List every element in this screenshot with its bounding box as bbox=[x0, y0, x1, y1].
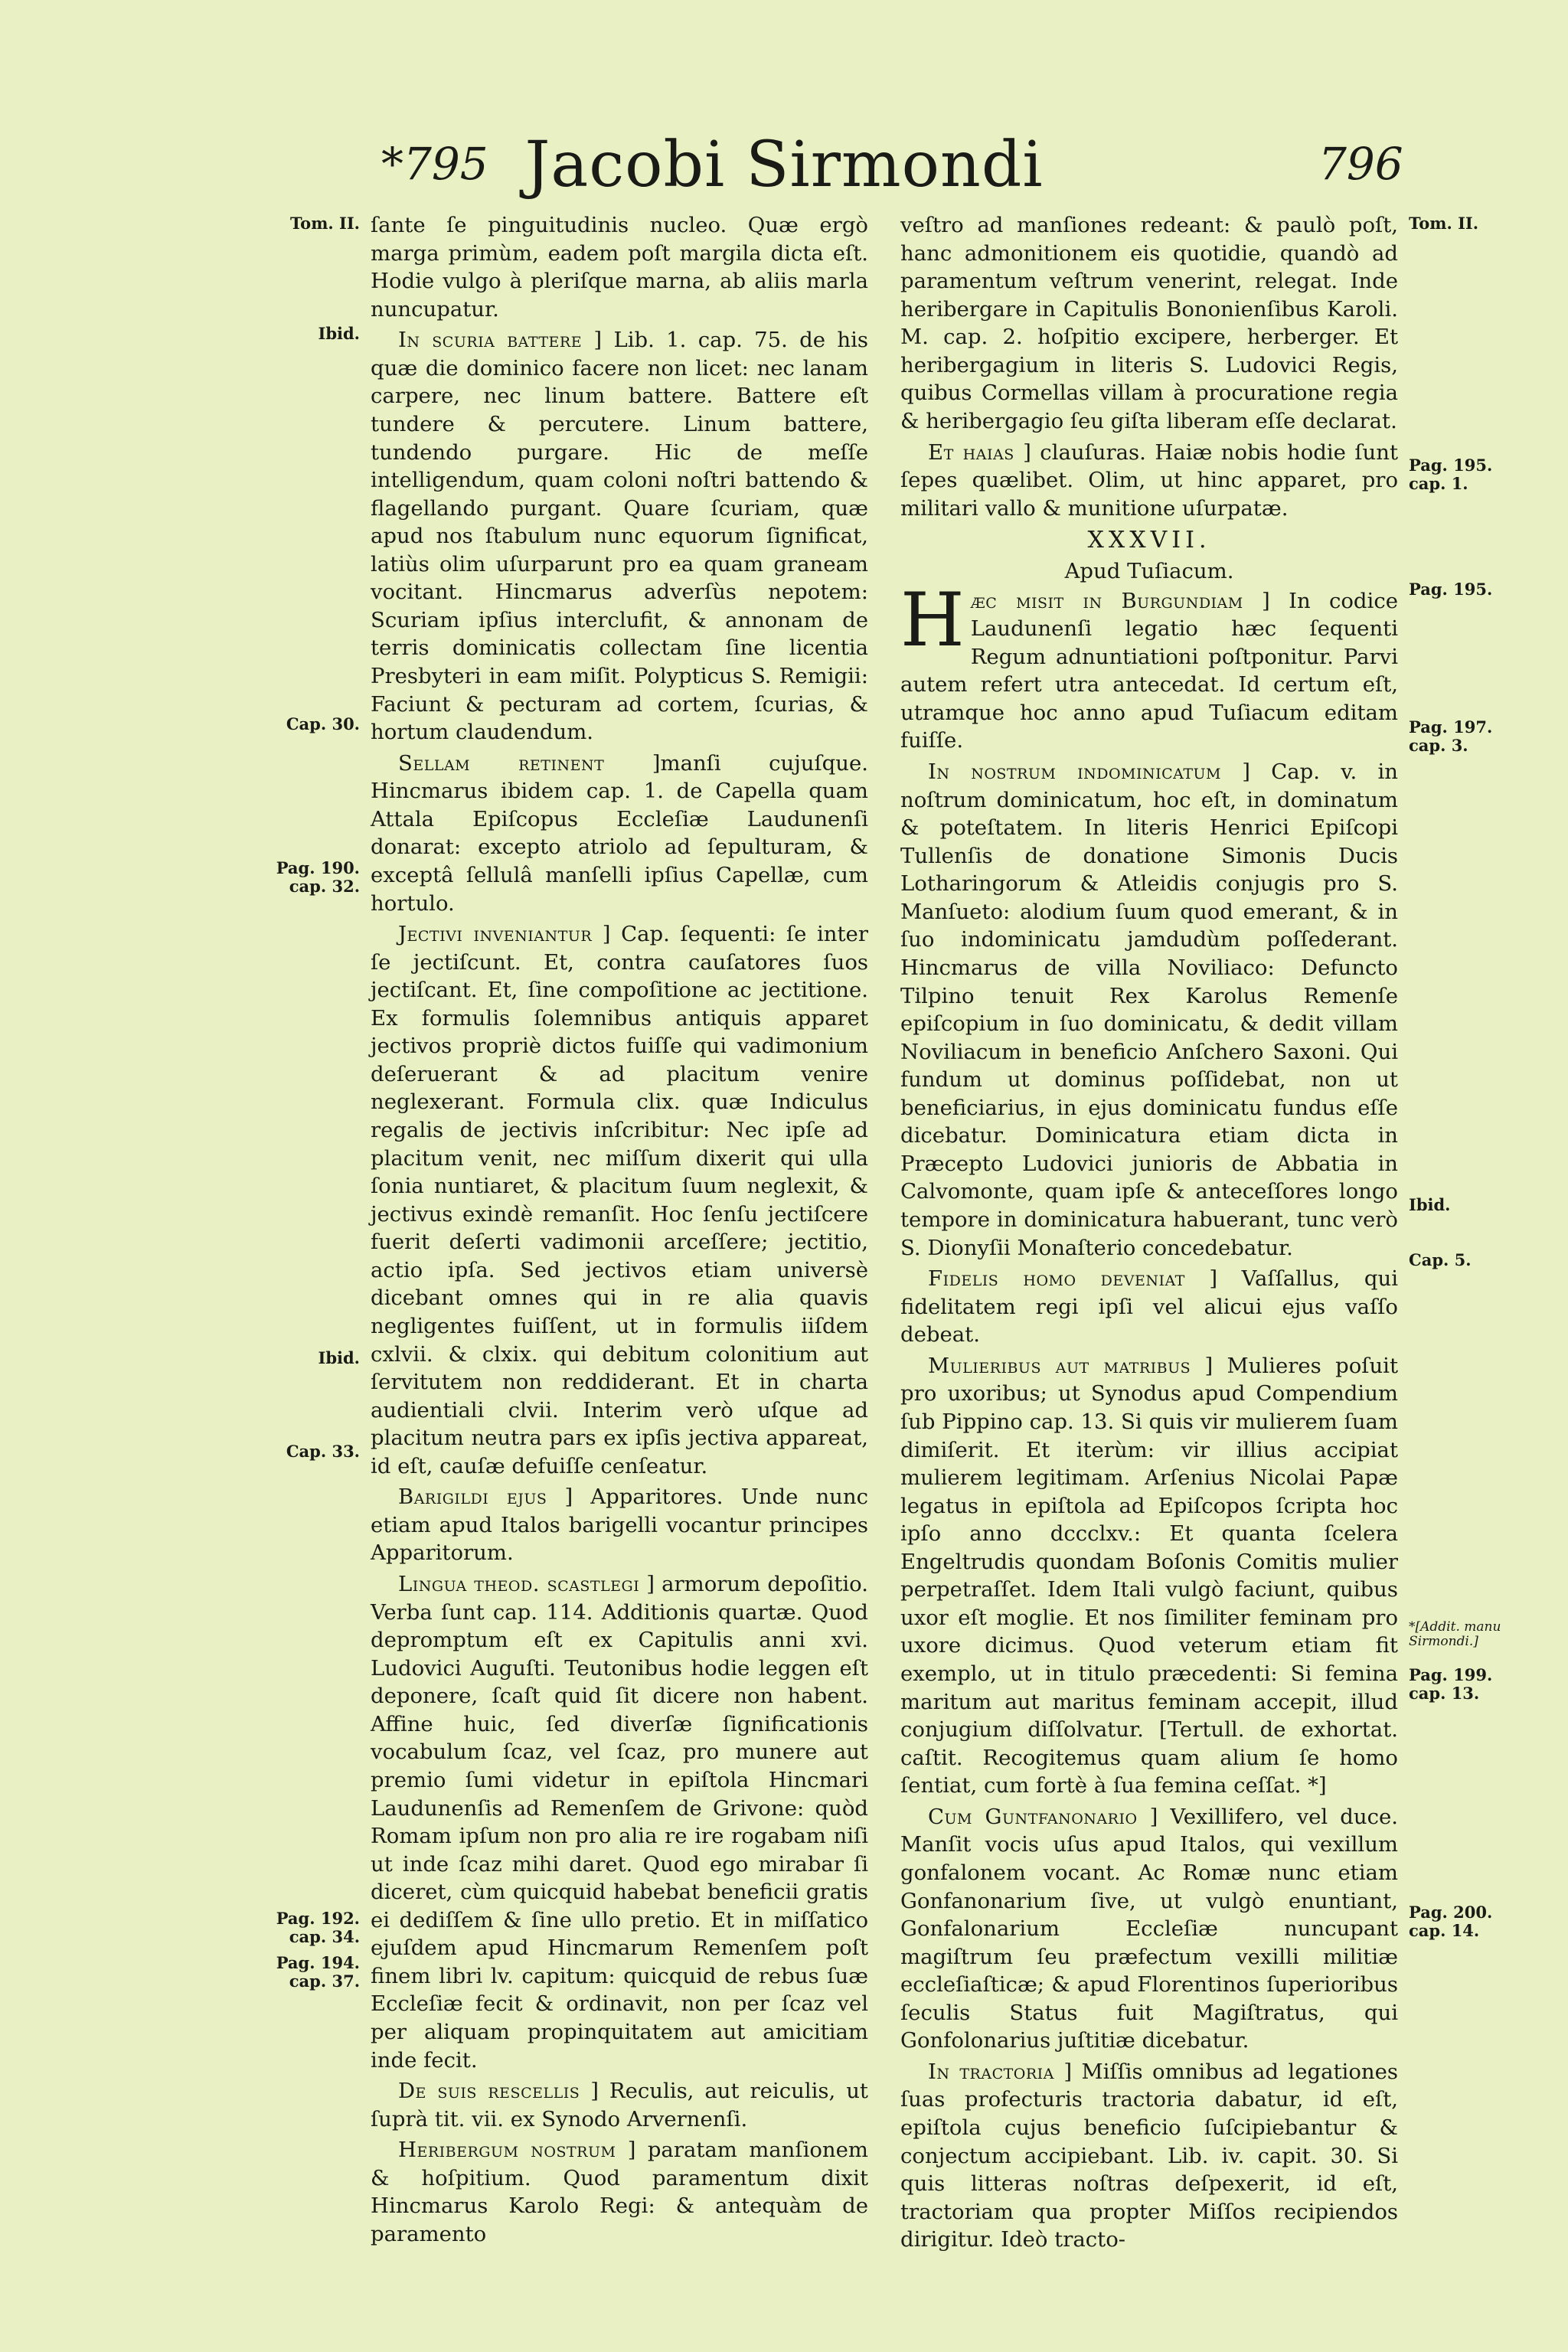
margin-note: Pag. 192. bbox=[276, 1909, 360, 1928]
lemma: In scuria battere bbox=[398, 328, 583, 353]
margin-note: Tom. II. bbox=[1409, 214, 1479, 233]
lemma: Cum Guntfanonario bbox=[928, 1804, 1138, 1829]
paragraph: In tractoria ] Miſſis omnibus ad legationes ſuas profecturis tractoria dabatur, id eſt, epiſtola cujus beneficio ſuſcipiebantur & conjectum accipiebant. Lib. iv. capit. 30. Si quis litteras noſtras deſpexerit, id eſt, tractoriam qua propter Miſſos recipiendos dirigitur. Ideò tracto- bbox=[900, 2059, 1398, 2252]
paragraph: Fidelis homo deveniat ] Vaſſallus, qui fidelitatem regi ipſi vel alicui ejus vaſſo debeat. bbox=[900, 1266, 1398, 1348]
paragraph: In scuria battere ] Lib. 1. cap. 75. de his quæ die dominico facere non licet: nec lanam carpere, nec linum battere. Battere eſt tundere & percutere. Linum battere, tundendo purgare. Hic de meſſe intelligendum, quam coloni noſtri battendo & flagellando purgant. Quare ſcuriam, quæ apud nos ſtabulum nunc equorum ſignificat, latiùs olim uſurparunt pro ea quam graneam vocitant. Hincmarus adverſùs nepotem: Scuriam ipſius interclufit, & annonam de terris dominicatis collectam ſine licentia Presbyteri in eam miſit. Polypticus S. Remigii: Faciunt & pecturam ad cortem, ſcurias, & hortum claudendum. bbox=[371, 328, 868, 745]
paragraph: Heribergum nostrum ] paratam manſionem & hoſpitium. Quod paramentum dixit Hincmarus Karolo Regi: & antequàm de paramento bbox=[371, 2138, 868, 2246]
lemma: De suis rescellis bbox=[398, 2079, 580, 2104]
margin-note: Cap. 5. bbox=[1409, 1250, 1472, 1269]
margin-note: Ibid. bbox=[318, 1348, 360, 1367]
paragraph: Cum Guntfanonario ] Vexillifero, vel duce. Manſit vocis uſus apud Italos, qui vexillum gonfalonem vocant. Ac Romæ nunc etiam Gonfanonarium ſive, ut vulgò enuntiant, Gonfalonarium Eccleſiæ nuncupant magiſtrum ſeu præfectum vexilli militiæ eccleſiaſticæ; & apud Florentinos ſuperioribus ſeculis Status fuit Magiſtratus, qui Gonfolonarius juſtitiæ dicebatur. bbox=[900, 1804, 1398, 2053]
section-number: XXXVII. bbox=[1087, 527, 1211, 554]
paragraph: ſante ſe pinguitudinis nucleo. Quæ ergò marga primùm, eadem poſt margila dicta eſt. Hodie vulgo à pleriſque marna, ab aliis marla nuncupatur. bbox=[371, 213, 868, 322]
margin-note: Ibid. bbox=[1409, 1195, 1451, 1214]
margin-note: cap. 32. bbox=[289, 877, 360, 896]
margin-note: Tom. II. bbox=[289, 214, 360, 233]
paragraph: In nostrum indominicatum ] Cap. v. in noſtrum dominicatum, hoc eſt, in dominatum & poteſtatem. In literis Henrici Epiſcopi Tullenſis de donatione Simonis Ducis Lotharingorum & Atleidis conjugis pro S. Manſueto: alodium ſuum quod emerant, & in ſuo indominicatu jamdudùm poſſederant. Hincmarus de villa Noviliaco: Defuncto Tilpino tenuit Rex Karolus Remenſe epiſcopium in ſuo dominicatu, & dedit villam Noviliacum in beneficio Anſchero Saxoni. Qui fundum ut dominus poſſidebat, non ut beneficiarius, in ejus dominicatu fundus eſſe dicebatur. Dominicatura etiam dicta in Præcepto Ludovici junioris de Abbatia in Calvomonte, quam ipſe & anteceſſores longo tempore in dominicatura habuerant, tunc verò S. Dionyſii Monaſterio concedebatur. bbox=[900, 760, 1398, 1260]
paragraph: Et haias ] clauſuras. Haiæ nobis hodie ſunt ſepes quælibet. Olim, ut hinc apparet, pro militari vallo & munitione uſurpatæ. bbox=[900, 439, 1398, 521]
margin-note: Cap. 33. bbox=[286, 1442, 360, 1461]
paragraph: veſtro ad manſiones redeant: & paulò poſt, hanc admonitionem eis quotidie, quandò ad paramentum veſtrum venerint, relegat. Inde heribergare in Capitulis Bononienſibus Karoli. M. cap. 2. hoſpitio excipere, herberger. Et heribergagium in literis S. Ludovici Regis, quibus Cormellas villam à procuratione regia & heribergagio ſeu giſta liberam eſſe declarat. bbox=[900, 213, 1398, 433]
margin-note: cap. 3. bbox=[1409, 736, 1468, 755]
margin-note: Pag. 195. bbox=[1409, 456, 1493, 475]
margin-note: cap. 37. bbox=[289, 1971, 360, 1991]
section-place: Apud Tuſiacum. bbox=[1064, 559, 1234, 584]
running-header bbox=[0, 122, 1568, 199]
lemma: Lingua theod. scastlegi bbox=[398, 1572, 640, 1596]
right-column bbox=[900, 211, 1398, 2257]
margin-note: Pag. 199. bbox=[1409, 1665, 1493, 1684]
lemma: In tractoria bbox=[928, 2059, 1054, 2084]
right-page-number: 796 bbox=[1318, 138, 1403, 190]
lemma: In nostrum indominicatum bbox=[928, 760, 1222, 785]
lemma: Mulieribus aut matribus bbox=[928, 1353, 1191, 1378]
paragraph: Mulieribus aut matribus ] Mulieres poſuit pro uxoribus; ut Synodus apud Compendium ſub Pippino cap. 13. Si quis vir mulierem ſuam dimiſerit. Et iterùm: vir illius accipiat mulierem legitimam. Arſenius Nicolai Papæ legatus in epiſtola ad Epiſcopos ſcripta hoc ipſo anno dccclxv.: Et quanta ſcelera Engeltrudis quondam Boſonis Comitis mulier perpetraſſet. Idem Itali vulgò faciunt, quibus uxor eſt moglie. Et nos ſimiliter feminam pro uxore dicimus. Quod veterum etiam fit exemplo, ut in titulo præcedenti: Si femina maritum aut maritus feminam accepit, illud conjugium diſſolvatur. [Tertull. de exhortat. caſtit. Recogitemus quam alium ſe homo ſentiat, cum fortè à ſua femina ceſſat. *] bbox=[900, 1353, 1399, 1798]
left-page-number: *795 bbox=[381, 138, 488, 190]
lemma: æc misit in Burgundiam bbox=[970, 588, 1243, 613]
lemma: Heribergum nostrum bbox=[398, 2138, 616, 2163]
margin-note: Cap. 30. bbox=[286, 714, 360, 733]
margin-note: Pag. 190. bbox=[276, 858, 360, 877]
left-column bbox=[371, 211, 868, 2252]
paragraph: Jectivi inveniantur ] Cap. ſequenti: ſe inter ſe jectiſcunt. Et, contra cauſatores ſuos jectiſcant. Et, ſine compoſitione ac jectitione. Ex formulis ſolemnibus antiquis apparet jectivos propriè dictos fuiſſe qui vadimonium deſeruerant & ad placitum venire neglexerant. Formula clix. quæ Indiculus regalis de jectivis inſcribitur: Nec ipſe ad placitum venit, nec miſſum dixerit qui ulla ſonia nuntiaret, & placitum ſuum neglexit, & jectivus exindè remanſit. Hoc ſenſu jectiſcere fuerit deſerti vadimonii arceſſere; jectitio, actio ipſa. Sed jectivos etiam universè dicebant omnes qui in re alia quavis negligentes fuiſſent, ut in formulis iiſdem cxlvii. & clxix. qui debitum colonitium aut ſervitutem non reddiderant. Et in charta audientiali clvii. Interim verò uſque ad placitum neutra pars ex ipſis jectiva appareat, id eſt, cauſæ defuiſſe cenſeatur. bbox=[371, 922, 868, 1478]
running-title: Jacobi Sirmondi bbox=[524, 129, 1044, 201]
paragraph: Barigildi ejus ] Apparitores. Unde nunc etiam apud Italos barigelli vocantur principes Apparitorum. bbox=[371, 1485, 868, 1566]
margin-note: cap. 1. bbox=[1409, 474, 1468, 493]
paragraph: De suis rescellis ] Reculis, aut reiculis, ut ſuprà tit. vii. ex Synodo Arvernenſi. bbox=[371, 2079, 868, 2132]
margin-note: *[Addit. manu Sirmondi.] bbox=[1409, 1619, 1501, 1649]
drop-cap: H bbox=[900, 577, 965, 663]
lemma: Et haias bbox=[928, 439, 1014, 465]
margin-note: Pag. 197. bbox=[1409, 717, 1493, 737]
lemma: Fidelis homo deveniat bbox=[928, 1266, 1185, 1292]
paragraph: Hæc misit in Burgundiam ] In codice Laudunenſi legatio hæc ſequenti Regum adnuntiationi poſtponitur. Parvi autem refert utra antecedat. Id certum eſt, utramque hoc anno apud Tuſiacum editam fuiſſe. bbox=[900, 577, 1398, 753]
lemma: Jectivi inveniantur bbox=[398, 922, 593, 947]
margin-note: cap. 13. bbox=[1409, 1684, 1480, 1703]
margin-note: Pag. 194. bbox=[276, 1953, 360, 1972]
margin-note: cap. 14. bbox=[1409, 1921, 1480, 1940]
paragraph: Lingua theod. scastlegi ] armorum depoſitio. Verba ſunt cap. 114. Additionis quartæ. Quod depromptum eſt ex Capitulis anni xvi. Ludovici Auguſti. Teutonibus hodie leggen eſt deponere, ſcaſt quid ſit dicere non habent. Affine huic, ſed diverſæ ſignificationis vocabulum ſcaz, vel ſcaz, pro munere aut premio ſumi videtur in epiſtola Hincmari Laudunenſis ad Remenſem de Grivone: quòd Romam ipſum non pro alia re ire rogabam niſi ut inde ſcaz mihi daret. Quod ego mirabar ſi diceret, cùm quicquid habebat beneficii gratis ei dediſſem & ſine ullo pretio. Et in miſſatico ejuſdem apud Hincmarum Remenſem poſt finem libri lv. capitum: quicquid de rebus ſuæ Eccleſiæ fecit & ordinavit, non per ſcaz vel per aliquam propinquitatem aut amicitiam inde fecit. bbox=[371, 1572, 868, 2073]
lemma: Barigildi ejus bbox=[398, 1485, 547, 1510]
margin-note: Ibid. bbox=[318, 324, 360, 343]
lemma: Sellam retinent bbox=[398, 750, 605, 776]
margin-note: cap. 34. bbox=[289, 1927, 360, 1946]
paragraph: Sellam retinent ]manſi cujuſque. Hincmarus ibidem cap. 1. de Capella quam Attala Epiſcopus Eccleſiæ Laudunenſi donarat: excepto atriolo ad ſepulturam, & exceptâ ſellulâ manſelli ipſius Capellæ, cum hortulo. bbox=[371, 750, 868, 916]
margin-note: Pag. 195. bbox=[1409, 580, 1493, 599]
margin-note: Pag. 200. bbox=[1409, 1903, 1493, 1922]
